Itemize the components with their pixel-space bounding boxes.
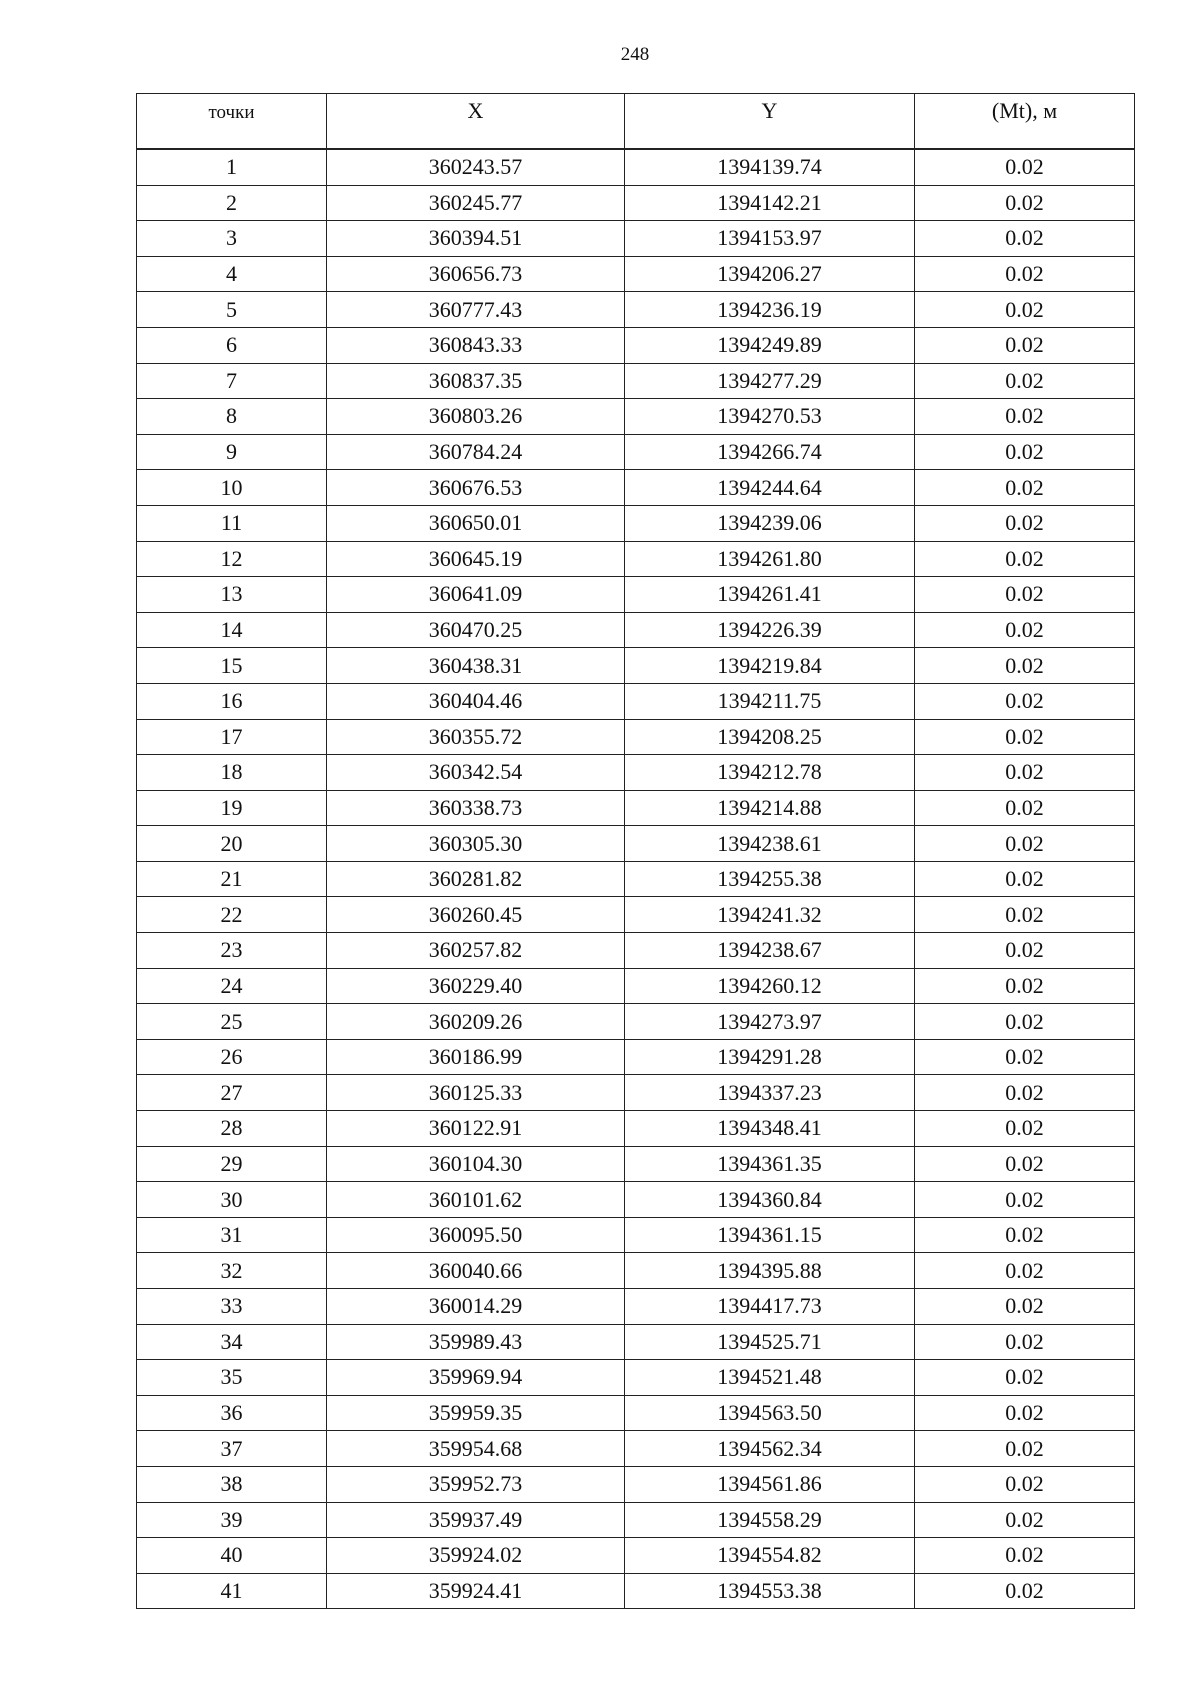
cell-mt: 0.02 (915, 434, 1135, 470)
table-row (137, 327, 1135, 363)
table-row (137, 1004, 1135, 1040)
cell-mt: 0.02 (915, 149, 1135, 185)
table-row (137, 505, 1135, 541)
cell-x: 360305.30 (327, 826, 625, 862)
cell-x: 360260.45 (327, 897, 625, 933)
cell-x: 360438.31 (327, 648, 625, 684)
table-row (137, 790, 1135, 826)
cell-x: 360122.91 (327, 1111, 625, 1147)
cell-mt: 0.02 (915, 505, 1135, 541)
cell-y: 1394261.80 (625, 541, 915, 577)
cell-y: 1394360.84 (625, 1182, 915, 1218)
table-row (137, 221, 1135, 257)
cell-y: 1394337.23 (625, 1075, 915, 1111)
cell-point: 14 (137, 612, 327, 648)
cell-point: 20 (137, 826, 327, 862)
cell-mt: 0.02 (915, 683, 1135, 719)
cell-point: 34 (137, 1324, 327, 1360)
cell-mt: 0.02 (915, 612, 1135, 648)
table-row (137, 1538, 1135, 1574)
cell-mt: 0.02 (915, 221, 1135, 257)
table-row (137, 683, 1135, 719)
coordinates-table (136, 93, 1135, 1609)
cell-y: 1394255.38 (625, 861, 915, 897)
cell-x: 360281.82 (327, 861, 625, 897)
cell-point: 30 (137, 1182, 327, 1218)
header-row (137, 94, 1135, 150)
cell-point: 11 (137, 505, 327, 541)
table-header (137, 94, 1135, 150)
cell-point: 5 (137, 292, 327, 328)
cell-mt: 0.02 (915, 1039, 1135, 1075)
cell-x: 360257.82 (327, 933, 625, 969)
cell-y: 1394238.61 (625, 826, 915, 862)
table-row (137, 256, 1135, 292)
cell-point: 32 (137, 1253, 327, 1289)
cell-point: 13 (137, 577, 327, 613)
cell-mt: 0.02 (915, 1395, 1135, 1431)
table-row (137, 470, 1135, 506)
cell-y: 1394277.29 (625, 363, 915, 399)
cell-y: 1394142.21 (625, 185, 915, 221)
cell-x: 359952.73 (327, 1466, 625, 1502)
table-row (137, 648, 1135, 684)
cell-mt: 0.02 (915, 577, 1135, 613)
table-row (137, 149, 1135, 185)
cell-y: 1394236.19 (625, 292, 915, 328)
cell-point: 39 (137, 1502, 327, 1538)
cell-y: 1394241.32 (625, 897, 915, 933)
table-row (137, 861, 1135, 897)
cell-y: 1394553.38 (625, 1573, 915, 1609)
table-row (137, 1502, 1135, 1538)
cell-x: 360470.25 (327, 612, 625, 648)
cell-mt: 0.02 (915, 826, 1135, 862)
cell-point: 40 (137, 1538, 327, 1574)
table-row (137, 933, 1135, 969)
cell-x: 359924.02 (327, 1538, 625, 1574)
table-row (137, 1182, 1135, 1218)
page-number: 248 (620, 44, 650, 65)
cell-x: 360095.50 (327, 1217, 625, 1253)
cell-mt: 0.02 (915, 1431, 1135, 1467)
table-row (137, 1217, 1135, 1253)
cell-point: 25 (137, 1004, 327, 1040)
table-row (137, 1111, 1135, 1147)
cell-y: 1394226.39 (625, 612, 915, 648)
cell-x: 360355.72 (327, 719, 625, 755)
cell-x: 360394.51 (327, 221, 625, 257)
cell-mt: 0.02 (915, 327, 1135, 363)
cell-y: 1394212.78 (625, 755, 915, 791)
cell-point: 2 (137, 185, 327, 221)
cell-point: 33 (137, 1289, 327, 1325)
cell-x: 360803.26 (327, 399, 625, 435)
cell-y: 1394361.15 (625, 1217, 915, 1253)
table-row (137, 612, 1135, 648)
cell-y: 1394554.82 (625, 1538, 915, 1574)
cell-mt: 0.02 (915, 470, 1135, 506)
cell-x: 360837.35 (327, 363, 625, 399)
cell-mt: 0.02 (915, 185, 1135, 221)
cell-x: 359989.43 (327, 1324, 625, 1360)
cell-point: 18 (137, 755, 327, 791)
cell-mt: 0.02 (915, 256, 1135, 292)
cell-y: 1394417.73 (625, 1289, 915, 1325)
table-row (137, 1253, 1135, 1289)
cell-point: 12 (137, 541, 327, 577)
table-row (137, 1146, 1135, 1182)
cell-mt: 0.02 (915, 755, 1135, 791)
cell-y: 1394266.74 (625, 434, 915, 470)
cell-y: 1394525.71 (625, 1324, 915, 1360)
cell-y: 1394260.12 (625, 968, 915, 1004)
table-row (137, 1395, 1135, 1431)
table-row (137, 1289, 1135, 1325)
cell-mt: 0.02 (915, 541, 1135, 577)
cell-y: 1394273.97 (625, 1004, 915, 1040)
cell-y: 1394238.67 (625, 933, 915, 969)
cell-point: 23 (137, 933, 327, 969)
cell-y: 1394361.35 (625, 1146, 915, 1182)
cell-y: 1394244.64 (625, 470, 915, 506)
cell-mt: 0.02 (915, 1217, 1135, 1253)
cell-mt: 0.02 (915, 933, 1135, 969)
table-row (137, 541, 1135, 577)
cell-x: 360784.24 (327, 434, 625, 470)
header-mt: (Mt), м (915, 94, 1135, 150)
cell-x: 360104.30 (327, 1146, 625, 1182)
cell-y: 1394291.28 (625, 1039, 915, 1075)
cell-point: 15 (137, 648, 327, 684)
cell-x: 360229.40 (327, 968, 625, 1004)
cell-x: 360209.26 (327, 1004, 625, 1040)
cell-mt: 0.02 (915, 1111, 1135, 1147)
cell-point: 37 (137, 1431, 327, 1467)
cell-point: 10 (137, 470, 327, 506)
table-row (137, 1324, 1135, 1360)
cell-x: 359924.41 (327, 1573, 625, 1609)
table-row (137, 292, 1135, 328)
cell-y: 1394558.29 (625, 1502, 915, 1538)
cell-mt: 0.02 (915, 790, 1135, 826)
header-y: Y (625, 94, 915, 150)
cell-x: 360125.33 (327, 1075, 625, 1111)
cell-mt: 0.02 (915, 1324, 1135, 1360)
cell-point: 26 (137, 1039, 327, 1075)
table-row (137, 363, 1135, 399)
cell-point: 41 (137, 1573, 327, 1609)
cell-y: 1394270.53 (625, 399, 915, 435)
cell-point: 6 (137, 327, 327, 363)
cell-mt: 0.02 (915, 648, 1135, 684)
cell-mt: 0.02 (915, 1075, 1135, 1111)
cell-mt: 0.02 (915, 1182, 1135, 1218)
cell-y: 1394249.89 (625, 327, 915, 363)
cell-x: 360404.46 (327, 683, 625, 719)
cell-x: 360245.77 (327, 185, 625, 221)
cell-mt: 0.02 (915, 1538, 1135, 1574)
cell-x: 359954.68 (327, 1431, 625, 1467)
cell-x: 360650.01 (327, 505, 625, 541)
cell-point: 16 (137, 683, 327, 719)
table-row (137, 434, 1135, 470)
cell-x: 360676.53 (327, 470, 625, 506)
cell-point: 8 (137, 399, 327, 435)
cell-x: 359969.94 (327, 1360, 625, 1396)
cell-x: 360843.33 (327, 327, 625, 363)
table-row (137, 1431, 1135, 1467)
cell-mt: 0.02 (915, 1146, 1135, 1182)
cell-point: 28 (137, 1111, 327, 1147)
cell-point: 35 (137, 1360, 327, 1396)
cell-x: 360641.09 (327, 577, 625, 613)
cell-mt: 0.02 (915, 363, 1135, 399)
cell-y: 1394348.41 (625, 1111, 915, 1147)
cell-x: 360040.66 (327, 1253, 625, 1289)
table-body (137, 149, 1135, 1609)
table-row (137, 1573, 1135, 1609)
cell-mt: 0.02 (915, 861, 1135, 897)
cell-y: 1394395.88 (625, 1253, 915, 1289)
cell-x: 360656.73 (327, 256, 625, 292)
cell-point: 21 (137, 861, 327, 897)
cell-mt: 0.02 (915, 1502, 1135, 1538)
table-row (137, 577, 1135, 613)
cell-x: 360186.99 (327, 1039, 625, 1075)
cell-y: 1394139.74 (625, 149, 915, 185)
cell-point: 9 (137, 434, 327, 470)
cell-x: 360777.43 (327, 292, 625, 328)
cell-mt: 0.02 (915, 292, 1135, 328)
cell-point: 24 (137, 968, 327, 1004)
cell-x: 360101.62 (327, 1182, 625, 1218)
cell-y: 1394561.86 (625, 1466, 915, 1502)
table-row (137, 1360, 1135, 1396)
table-row (137, 826, 1135, 862)
table-row (137, 897, 1135, 933)
cell-x: 359937.49 (327, 1502, 625, 1538)
cell-mt: 0.02 (915, 897, 1135, 933)
cell-y: 1394261.41 (625, 577, 915, 613)
cell-point: 7 (137, 363, 327, 399)
header-point: точки (137, 94, 327, 150)
table-row (137, 719, 1135, 755)
table-row (137, 1466, 1135, 1502)
table-row (137, 1075, 1135, 1111)
cell-point: 27 (137, 1075, 327, 1111)
cell-y: 1394239.06 (625, 505, 915, 541)
header-x: X (327, 94, 625, 150)
cell-point: 19 (137, 790, 327, 826)
cell-point: 36 (137, 1395, 327, 1431)
cell-y: 1394208.25 (625, 719, 915, 755)
cell-mt: 0.02 (915, 1573, 1135, 1609)
cell-point: 29 (137, 1146, 327, 1182)
table-row (137, 1039, 1135, 1075)
table-row (137, 399, 1135, 435)
cell-point: 22 (137, 897, 327, 933)
cell-point: 4 (137, 256, 327, 292)
cell-y: 1394206.27 (625, 256, 915, 292)
table-row (137, 968, 1135, 1004)
cell-x: 359959.35 (327, 1395, 625, 1431)
cell-mt: 0.02 (915, 1253, 1135, 1289)
cell-x: 360243.57 (327, 149, 625, 185)
cell-mt: 0.02 (915, 399, 1135, 435)
cell-y: 1394219.84 (625, 648, 915, 684)
cell-y: 1394214.88 (625, 790, 915, 826)
cell-mt: 0.02 (915, 1466, 1135, 1502)
cell-point: 17 (137, 719, 327, 755)
cell-y: 1394562.34 (625, 1431, 915, 1467)
cell-point: 31 (137, 1217, 327, 1253)
cell-y: 1394211.75 (625, 683, 915, 719)
cell-x: 360338.73 (327, 790, 625, 826)
cell-mt: 0.02 (915, 719, 1135, 755)
cell-x: 360014.29 (327, 1289, 625, 1325)
cell-point: 38 (137, 1466, 327, 1502)
cell-y: 1394153.97 (625, 221, 915, 257)
cell-x: 360645.19 (327, 541, 625, 577)
cell-point: 3 (137, 221, 327, 257)
cell-y: 1394521.48 (625, 1360, 915, 1396)
cell-mt: 0.02 (915, 1360, 1135, 1396)
cell-point: 1 (137, 149, 327, 185)
cell-mt: 0.02 (915, 1004, 1135, 1040)
cell-x: 360342.54 (327, 755, 625, 791)
table-row (137, 755, 1135, 791)
cell-y: 1394563.50 (625, 1395, 915, 1431)
cell-mt: 0.02 (915, 1289, 1135, 1325)
cell-mt: 0.02 (915, 968, 1135, 1004)
table-row (137, 185, 1135, 221)
